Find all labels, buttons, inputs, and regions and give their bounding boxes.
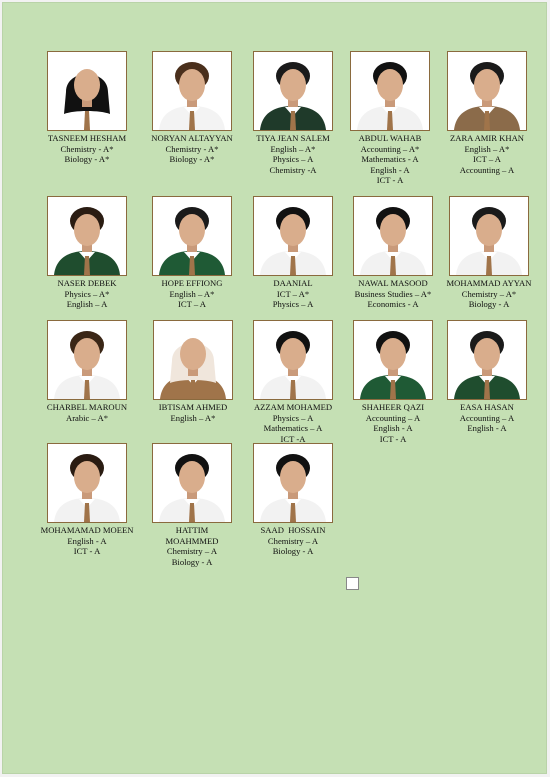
- grade-line: ICT – A: [472, 154, 501, 164]
- student-card: [238, 51, 348, 175]
- grade-line: English - A: [370, 164, 410, 175]
- grade-line: Physics – A: [272, 154, 314, 164]
- document-page: [2, 2, 547, 774]
- student-name: HATTIM MOAHMMED: [165, 525, 219, 546]
- portrait-image: [448, 52, 526, 130]
- student-photo: [447, 320, 527, 400]
- student-name: MOHAMMAD AYYAN: [446, 278, 532, 288]
- student-card: [432, 51, 542, 175]
- grade-line: ICT – A: [177, 299, 206, 309]
- student-name: IBTISAM AHMED: [158, 402, 228, 412]
- student-photo: [353, 196, 433, 276]
- grade-line: Biology - A*: [64, 154, 110, 164]
- grade-line: Mathematics - A: [361, 154, 419, 164]
- grade-line: English – A*: [170, 412, 216, 423]
- grade-line: Physics – A*: [64, 288, 110, 299]
- grade-line: Mathematics – A: [263, 423, 323, 433]
- student-name: CHARBEL MAROUN: [46, 402, 128, 412]
- grade-line: Arabic – A*: [65, 412, 108, 423]
- portrait-image: [354, 321, 432, 399]
- student-card: [335, 51, 445, 186]
- student-name: MOHAMAMAD MOEEN: [40, 525, 134, 535]
- student-card: [238, 443, 348, 557]
- portrait-image: [354, 197, 432, 275]
- student-card: [434, 196, 544, 310]
- student-photo: [253, 196, 333, 276]
- portrait-image: [448, 321, 526, 399]
- portrait-image: [153, 444, 231, 522]
- portrait-image: [48, 321, 126, 399]
- student-photo: [447, 51, 527, 131]
- student-card: [432, 320, 542, 434]
- grade-line: Biology - A: [171, 556, 213, 567]
- grade-line: Chemistry – A: [166, 546, 218, 556]
- student-name: EASA HASAN: [460, 402, 514, 412]
- portrait-image: [154, 321, 232, 399]
- student-card: [137, 51, 247, 165]
- student-photo: [47, 51, 127, 131]
- portrait-image: [450, 197, 528, 275]
- portrait-image: [254, 197, 332, 275]
- portrait-image: [48, 52, 126, 130]
- student-card: [32, 320, 142, 423]
- student-photo: [350, 51, 430, 131]
- grade-line: Biology - A*: [169, 154, 215, 164]
- grade-line: Chemistry – A: [267, 535, 319, 546]
- student-card: [32, 51, 142, 165]
- student-name: SHAHEER QAZI: [361, 402, 425, 412]
- student-card: [338, 196, 448, 310]
- grade-line: Chemistry - A*: [165, 143, 219, 154]
- student-name: DAANIAL: [273, 278, 313, 288]
- grade-line: ICT - A: [73, 546, 101, 556]
- student-card: [238, 196, 348, 310]
- grade-line: English - A: [467, 423, 507, 433]
- grade-line: Accounting – A: [459, 164, 515, 175]
- student-name: ZARA AMIR KHAN: [449, 133, 524, 143]
- grade-line: ICT - A: [379, 433, 407, 444]
- student-name: AZZAM MOHAMED: [253, 402, 333, 412]
- grade-line: English – A*: [464, 143, 510, 154]
- grade-line: Accounting – A: [459, 412, 515, 423]
- grade-line: English - A: [373, 423, 413, 433]
- student-name: SAAD HOSSAIN: [260, 525, 326, 535]
- grade-line: Accounting – A: [365, 412, 421, 423]
- student-name: TIYA JEAN SALEM: [256, 133, 330, 143]
- student-photo: [153, 320, 233, 400]
- grade-line: English – A: [66, 299, 108, 309]
- student-card: [32, 443, 142, 557]
- portrait-image: [254, 52, 332, 130]
- portrait-image: [351, 52, 429, 130]
- student-card: [137, 443, 247, 567]
- portrait-image: [254, 321, 332, 399]
- student-photo: [449, 196, 529, 276]
- student-photo: [253, 443, 333, 523]
- portrait-image: [48, 444, 126, 522]
- student-photo: [152, 51, 232, 131]
- grade-line: ICT – A*: [276, 288, 310, 299]
- student-name: ABDUL WAHAB: [358, 133, 422, 143]
- student-photo: [353, 320, 433, 400]
- grade-line: Economics - A: [367, 299, 419, 309]
- grade-line: Chemistry – A*: [461, 288, 517, 299]
- student-name: NORYAN ALTAYYAN: [151, 133, 233, 143]
- grade-line: Chemistry - A*: [60, 143, 114, 154]
- checkbox[interactable]: [346, 577, 359, 590]
- grade-line: Accounting – A*: [360, 143, 420, 154]
- student-photo: [47, 196, 127, 276]
- grade-line: Chemistry -A: [269, 164, 317, 175]
- grade-line: Business Studies – A*: [354, 288, 432, 299]
- grade-line: Physics – A: [272, 299, 314, 309]
- portrait-image: [254, 444, 332, 522]
- student-photo: [47, 320, 127, 400]
- grade-line: Biology - A: [272, 546, 314, 556]
- grade-line: Physics – A: [272, 412, 314, 423]
- grade-line: ICT -A: [280, 433, 306, 444]
- student-photo: [152, 443, 232, 523]
- grade-line: English – A*: [270, 143, 316, 154]
- student-photo: [253, 320, 333, 400]
- portrait-image: [153, 52, 231, 130]
- student-card: [138, 320, 248, 423]
- student-card: [238, 320, 348, 444]
- student-card: [137, 196, 247, 310]
- grade-line: English - A: [67, 535, 107, 546]
- grade-line: English – A*: [169, 288, 215, 299]
- grade-line: Biology - A: [468, 299, 510, 309]
- student-name: NAWAL MASOOD: [358, 278, 428, 288]
- portrait-image: [153, 197, 231, 275]
- student-name: TASNEEM HESHAM: [47, 133, 127, 143]
- student-name: HOPE EFFIONG: [161, 278, 223, 288]
- portrait-image: [48, 197, 126, 275]
- student-name: NASER DEBEK: [57, 278, 117, 288]
- grade-line: ICT - A: [376, 175, 404, 185]
- student-photo: [253, 51, 333, 131]
- student-card: [32, 196, 142, 310]
- student-photo: [152, 196, 232, 276]
- student-photo: [47, 443, 127, 523]
